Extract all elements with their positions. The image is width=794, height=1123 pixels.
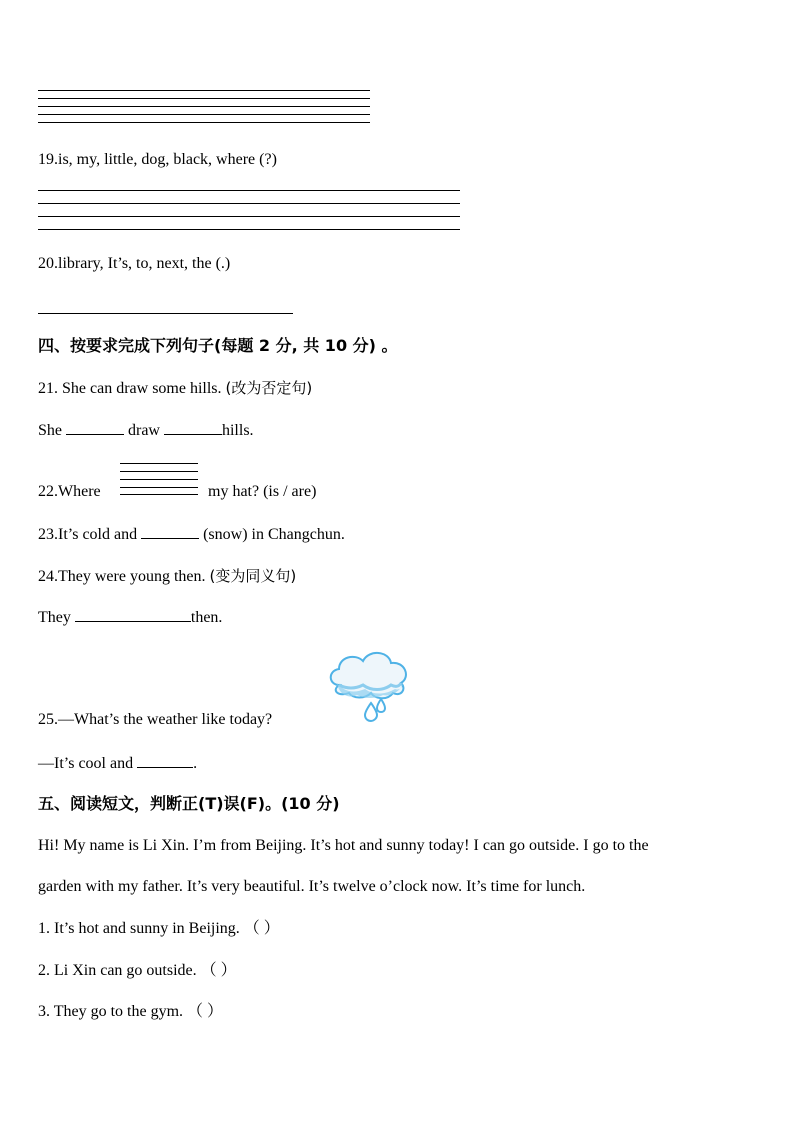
blank-21-b[interactable] bbox=[164, 420, 222, 435]
blank-21-a[interactable] bbox=[66, 420, 124, 435]
answer-24 bbox=[38, 607, 222, 628]
blank-24[interactable] bbox=[75, 607, 191, 622]
question-24-note: (变为同义句) bbox=[209, 567, 297, 585]
tf-answer-3[interactable]: （ ） bbox=[187, 1003, 224, 1020]
passage-line-1: Hi! My name is Li Xin. I’m from Beijing. It’s hot and sunny today! I can go outside. I go to the bbox=[38, 837, 649, 854]
tf-item-3 bbox=[38, 1002, 223, 1022]
answer-line[interactable] bbox=[38, 313, 293, 314]
answer-24-word-a: They bbox=[38, 609, 71, 626]
answer-line[interactable] bbox=[120, 494, 198, 495]
passage-line-2: garden with my father. It’s very beautiful. It’s twelve o’clock now. It’s time for lunch. bbox=[38, 878, 586, 895]
question-20: 20.library, It’s, to, next, the (.) bbox=[38, 255, 231, 272]
answer-25 bbox=[38, 753, 197, 774]
answer-line[interactable] bbox=[38, 122, 370, 123]
answer-line[interactable] bbox=[38, 106, 370, 107]
question-23-suffix: (snow) in Changchun. bbox=[203, 526, 345, 543]
tf-item-2-text: 2. Li Xin can go outside. bbox=[38, 962, 197, 979]
answer-line[interactable] bbox=[38, 98, 370, 99]
tf-answer-1[interactable]: （ ） bbox=[243, 920, 280, 937]
answer-25-text: —It’s cool and bbox=[38, 755, 134, 772]
answer-24-word-b: then. bbox=[190, 609, 223, 626]
answer-21-word-a: She bbox=[38, 422, 62, 439]
answer-line[interactable] bbox=[38, 229, 460, 230]
answer-25-period: . bbox=[193, 755, 198, 772]
question-23 bbox=[38, 524, 345, 545]
question-22-suffix: my hat? (is / are) bbox=[208, 483, 317, 500]
answer-line[interactable] bbox=[38, 216, 460, 217]
question-21 bbox=[38, 378, 312, 399]
answer-21-word-b: draw bbox=[128, 422, 160, 439]
answer-line[interactable] bbox=[120, 479, 198, 480]
question-24-text: 24.They were young then. bbox=[38, 568, 206, 585]
answer-line[interactable] bbox=[120, 471, 198, 472]
question-19: 19.is, my, little, dog, black, where (?) bbox=[38, 151, 277, 168]
cloud-rain-icon bbox=[325, 645, 411, 727]
answer-line[interactable] bbox=[38, 114, 370, 115]
question-24 bbox=[38, 566, 296, 587]
question-21-note: (改为否定句) bbox=[225, 379, 313, 397]
section-4-title: 四、按要求完成下列句子(每题 2 分, 共 10 分) 。 bbox=[38, 336, 398, 355]
tf-item-3-text: 3. They go to the gym. bbox=[38, 1003, 184, 1020]
answer-21-word-c: hills. bbox=[221, 422, 254, 439]
tf-answer-2[interactable]: （ ） bbox=[200, 962, 237, 979]
question-25: 25.—What’s the weather like today? bbox=[38, 711, 273, 728]
answer-21 bbox=[38, 420, 254, 441]
answer-line[interactable] bbox=[120, 487, 198, 488]
question-23-prefix: 23.It’s cold and bbox=[38, 526, 138, 543]
tf-item-1-text: 1. It’s hot and sunny in Beijing. bbox=[38, 920, 240, 937]
blank-25[interactable] bbox=[137, 753, 193, 768]
answer-line[interactable] bbox=[38, 90, 370, 91]
tf-item-2 bbox=[38, 961, 237, 981]
answer-line[interactable] bbox=[38, 190, 460, 191]
answer-line[interactable] bbox=[120, 463, 198, 464]
question-21-text: 21. She can draw some hills. bbox=[38, 380, 222, 397]
answer-line[interactable] bbox=[38, 203, 460, 204]
tf-item-1 bbox=[38, 919, 280, 939]
question-22-prefix: 22.Where bbox=[38, 483, 101, 500]
section-5-title: 五、阅读短文，判断正(T)误(F)。(10 分) bbox=[38, 794, 340, 813]
blank-23[interactable] bbox=[141, 524, 199, 539]
